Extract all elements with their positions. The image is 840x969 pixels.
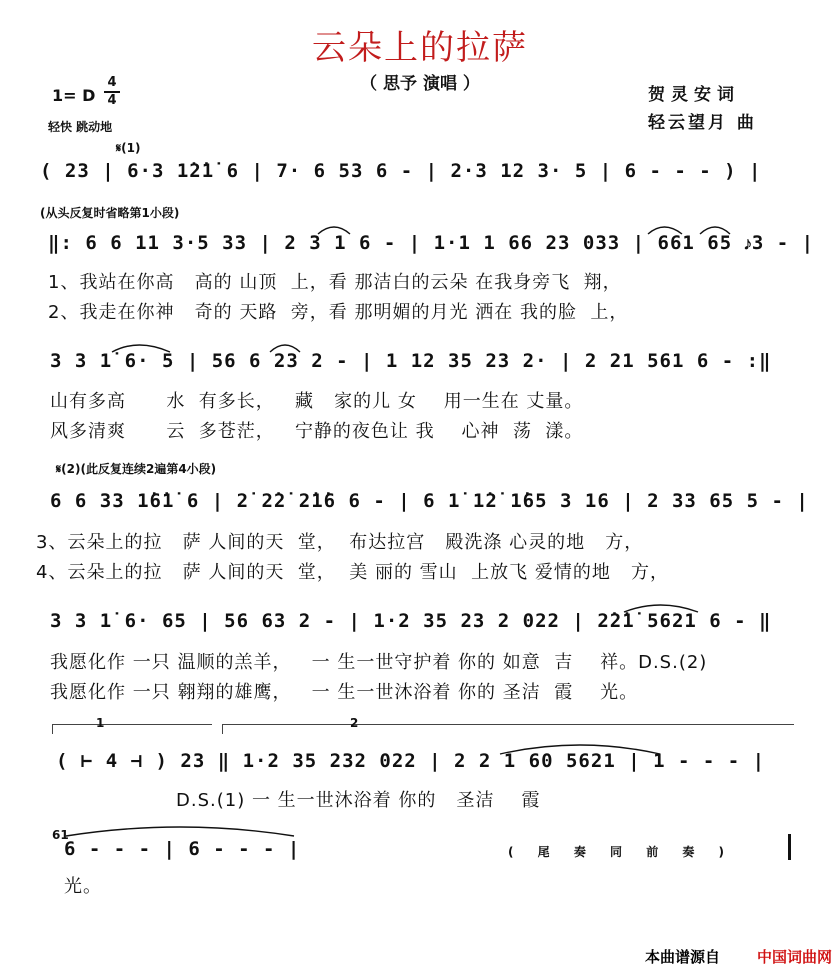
slur-6 [624, 605, 698, 612]
lyric-line-3-verse-4: 4、云朵上的拉 萨 人间的天 堂， 美 丽的 雪山 上放飞 爱情的地 方， [36, 562, 669, 583]
lyric-line-1-verse-2: 2、我走在你神 奇的 天路 旁，看 那明媚的月光 洒在 我的脸 上， [48, 302, 629, 323]
slur-1 [318, 227, 350, 234]
staff-line-3: 6 6 33 1̇6̇1̇ 6 | 2̇ 2̇2̇ 2̇1̇6 6 - | 6 1̇ 1̇2̇ 1̇65 3 16 | 2 33 65 5 - | [50, 490, 809, 512]
slur-4 [112, 345, 170, 352]
volta-label-2: 2 [350, 716, 359, 730]
song-title: 云朵上的拉萨 [312, 28, 528, 68]
repeat-instruction: (从头反复时省略第1小段) [40, 206, 180, 220]
lyric-line-6: 光。 [64, 876, 102, 897]
staff-line-6: 6 - - - | 6 - - - | [64, 838, 301, 860]
segno-mark-1: 𝄋(1) [116, 141, 141, 155]
lyric-line-4-verse-3: 我愿化作 一只 温顺的羔羊， 一 生一世守护着 你的 如意 吉 祥。D.S.(2) [50, 652, 708, 673]
volta-label-1: 1 [96, 716, 105, 730]
lyric-line-4-verse-4: 我愿化作 一只 翱翔的雄鹰， 一 生一世沐浴着 你的 圣洁 霞 光。 [50, 682, 639, 703]
slur-7 [500, 745, 660, 754]
grace-notes: 61 [52, 828, 69, 842]
footer-source-text: 本曲谱源自 [644, 948, 720, 966]
outro-instruction: ( 尾 奏 同 前 奏 ) [508, 845, 735, 859]
tempo-marking: 轻快 跳动地 [48, 120, 113, 134]
slur-2 [648, 227, 682, 234]
staff-line-1: ‖: 6 6 11 3·5 33 | 2 3 1 6 - | 1·1 1 66 23 033 | 661 65 𝆕3 - | [48, 232, 815, 254]
segno-mark-2: 𝄋(2)(此反复连续2遍第4小段) [56, 462, 217, 476]
lyricist-credit: 贺灵安词 [648, 85, 740, 105]
intro-notation: ( 23 | 6·3 1̇2̇1̇ 6 | 7· 6 53 6 - | 2·3 12 3· 5 | 6 - - - ) | [40, 160, 762, 182]
lyric-line-2-verse-1: 山有多高 水 有多长， 藏 家的儿 女 用一生在 丈量。 [50, 391, 584, 412]
slur-3 [700, 227, 730, 234]
time-signature-bottom: 4 [107, 93, 117, 108]
performer-credit: （ 思予 演唱 ） [360, 74, 480, 94]
lyric-line-5: D.S.(1) 一 生一世沐浴着 你的 圣洁 霞 [176, 790, 541, 811]
lyric-line-3-verse-3: 3、云朵上的拉 萨 人间的天 堂， 布达拉宫 殿洗涤 心灵的地 方， [36, 532, 644, 553]
staff-line-4: 3 3 1̇ 6· 65 | 56 63 2 - | 1·2 35 23 2 022 | 2̇2̇1̇ 5621 6 - ‖ [50, 610, 772, 632]
key-signature: 1= D [52, 86, 96, 105]
lyric-line-1-verse-1: 1、我站在你高 高的 山顶 上，看 那洁白的云朵 在我身旁飞 翔， [48, 272, 622, 293]
slur-8 [66, 827, 294, 836]
staff-line-5: ( ⊢ 4 ⊣ ) 23 ‖ 1·2 35 232 022 | 2 2 1 60 5621 | 1 - - - | [56, 750, 766, 772]
staff-line-2: 3 3 1̇ 6· 5 | 56 6 23 2 - | 1 12 35 23 2· | 2 21 561 6 - :‖ [50, 350, 772, 372]
footer-site-name: 中国词曲网 [756, 948, 832, 966]
composer-credit: 轻云望月 曲 [648, 113, 757, 133]
slur-5 [270, 345, 300, 352]
lyric-line-2-verse-2: 风多清爽 云 多苍茫， 宁静的夜色让 我 心神 荡 漾。 [50, 421, 584, 442]
time-signature-top: 4 [107, 75, 117, 90]
